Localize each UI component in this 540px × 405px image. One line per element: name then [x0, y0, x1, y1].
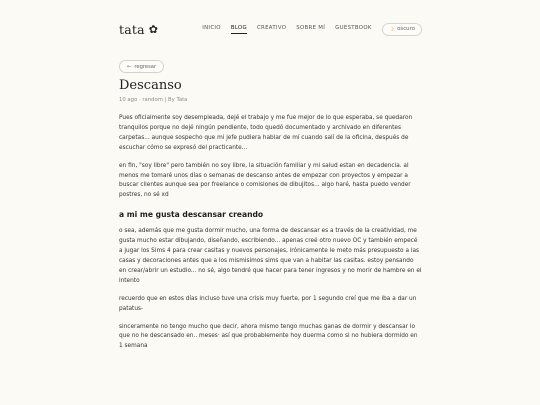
back-button-label: regresar	[134, 63, 157, 70]
nav-creativo[interactable]: CREATIVO	[256, 25, 287, 31]
site-logo[interactable]	[119, 22, 158, 37]
post-meta: 10 ago · random | By Tata	[119, 97, 188, 103]
back-button[interactable]	[119, 60, 164, 73]
nav-blog[interactable]: BLOG	[231, 25, 247, 34]
post-paragraph: sinceramente no tengo mucho que decir, ahora mismo tengo muchas ganas de dormir y descansar lo que no he descansado en.. meses· así que probablemente hoy duerma como si no hubiera dormido en 1 semana	[119, 323, 418, 350]
theme-toggle-label: oscuro	[397, 26, 415, 32]
site-title-text: tata	[119, 21, 145, 37]
post-heading: a mi me gusta descansar creando	[119, 210, 264, 220]
post-paragraph: Pues oficialmente soy desempleada, dejé el trabajo y me fue mejor de lo que esperaba, se quedaron tranquilos porque no dejé ningún pendiente, todo quedó documentado y archivado en diferentes carpetas... aunque sospecho que mi jefe pudiera hablar de mí cuando salí de la oficina, después de escuchar cómo se expresó del practicante...	[119, 115, 413, 151]
arrow-left-icon: ←	[127, 63, 132, 70]
main-nav	[202, 23, 422, 36]
post-paragraph: recuerdo que en estos días incluso tuve una crisis muy fuerte, por 1 segundo creí que me iba a dar un patatus-	[119, 295, 417, 312]
nav-sobre-mi[interactable]: SOBRE MÍ	[296, 25, 326, 31]
post-paragraph: o sea, además que me gusta dormir mucho, una forma de descansar es a través de la creatividad, me gusta mucho estar dibujando, diseñando, escribiendo... apenas creé otro nuevo OC y también empecé a jugar los Sims 4 para crear casitas y nuevos personajes, irónicamente le meto más presupuesto a las casas y decoraciones antes que a los mismisimos sims que van a habitar las casitas. estoy pensando en crear/abrir un estudio... no sé, algo tendré que hacer para tener ingresos y no morir de hambre en el intento	[119, 228, 422, 284]
post-title: Descanso	[119, 78, 182, 93]
nav-inicio[interactable]: INICIO	[202, 25, 221, 31]
moon-icon: ☽	[388, 25, 395, 33]
theme-toggle-button[interactable]	[382, 23, 422, 36]
post-content	[119, 114, 422, 360]
flower-icon: ✿	[148, 22, 159, 36]
post-paragraph: en fin, "soy libre" pero también no soy libre, la situación familiar y mi salud estan en decadencia. al menos me tomaré unos días o semanas de descanso antes de empezar con proyectos y empezar a buscar clientes aunque sea por freelance o comisiones de dibujitos... algo haré, hasta puedo vender postres, no sé xd	[119, 162, 411, 199]
site-header	[119, 18, 422, 40]
nav-guestbook[interactable]: GUESTBOOK	[335, 25, 372, 31]
